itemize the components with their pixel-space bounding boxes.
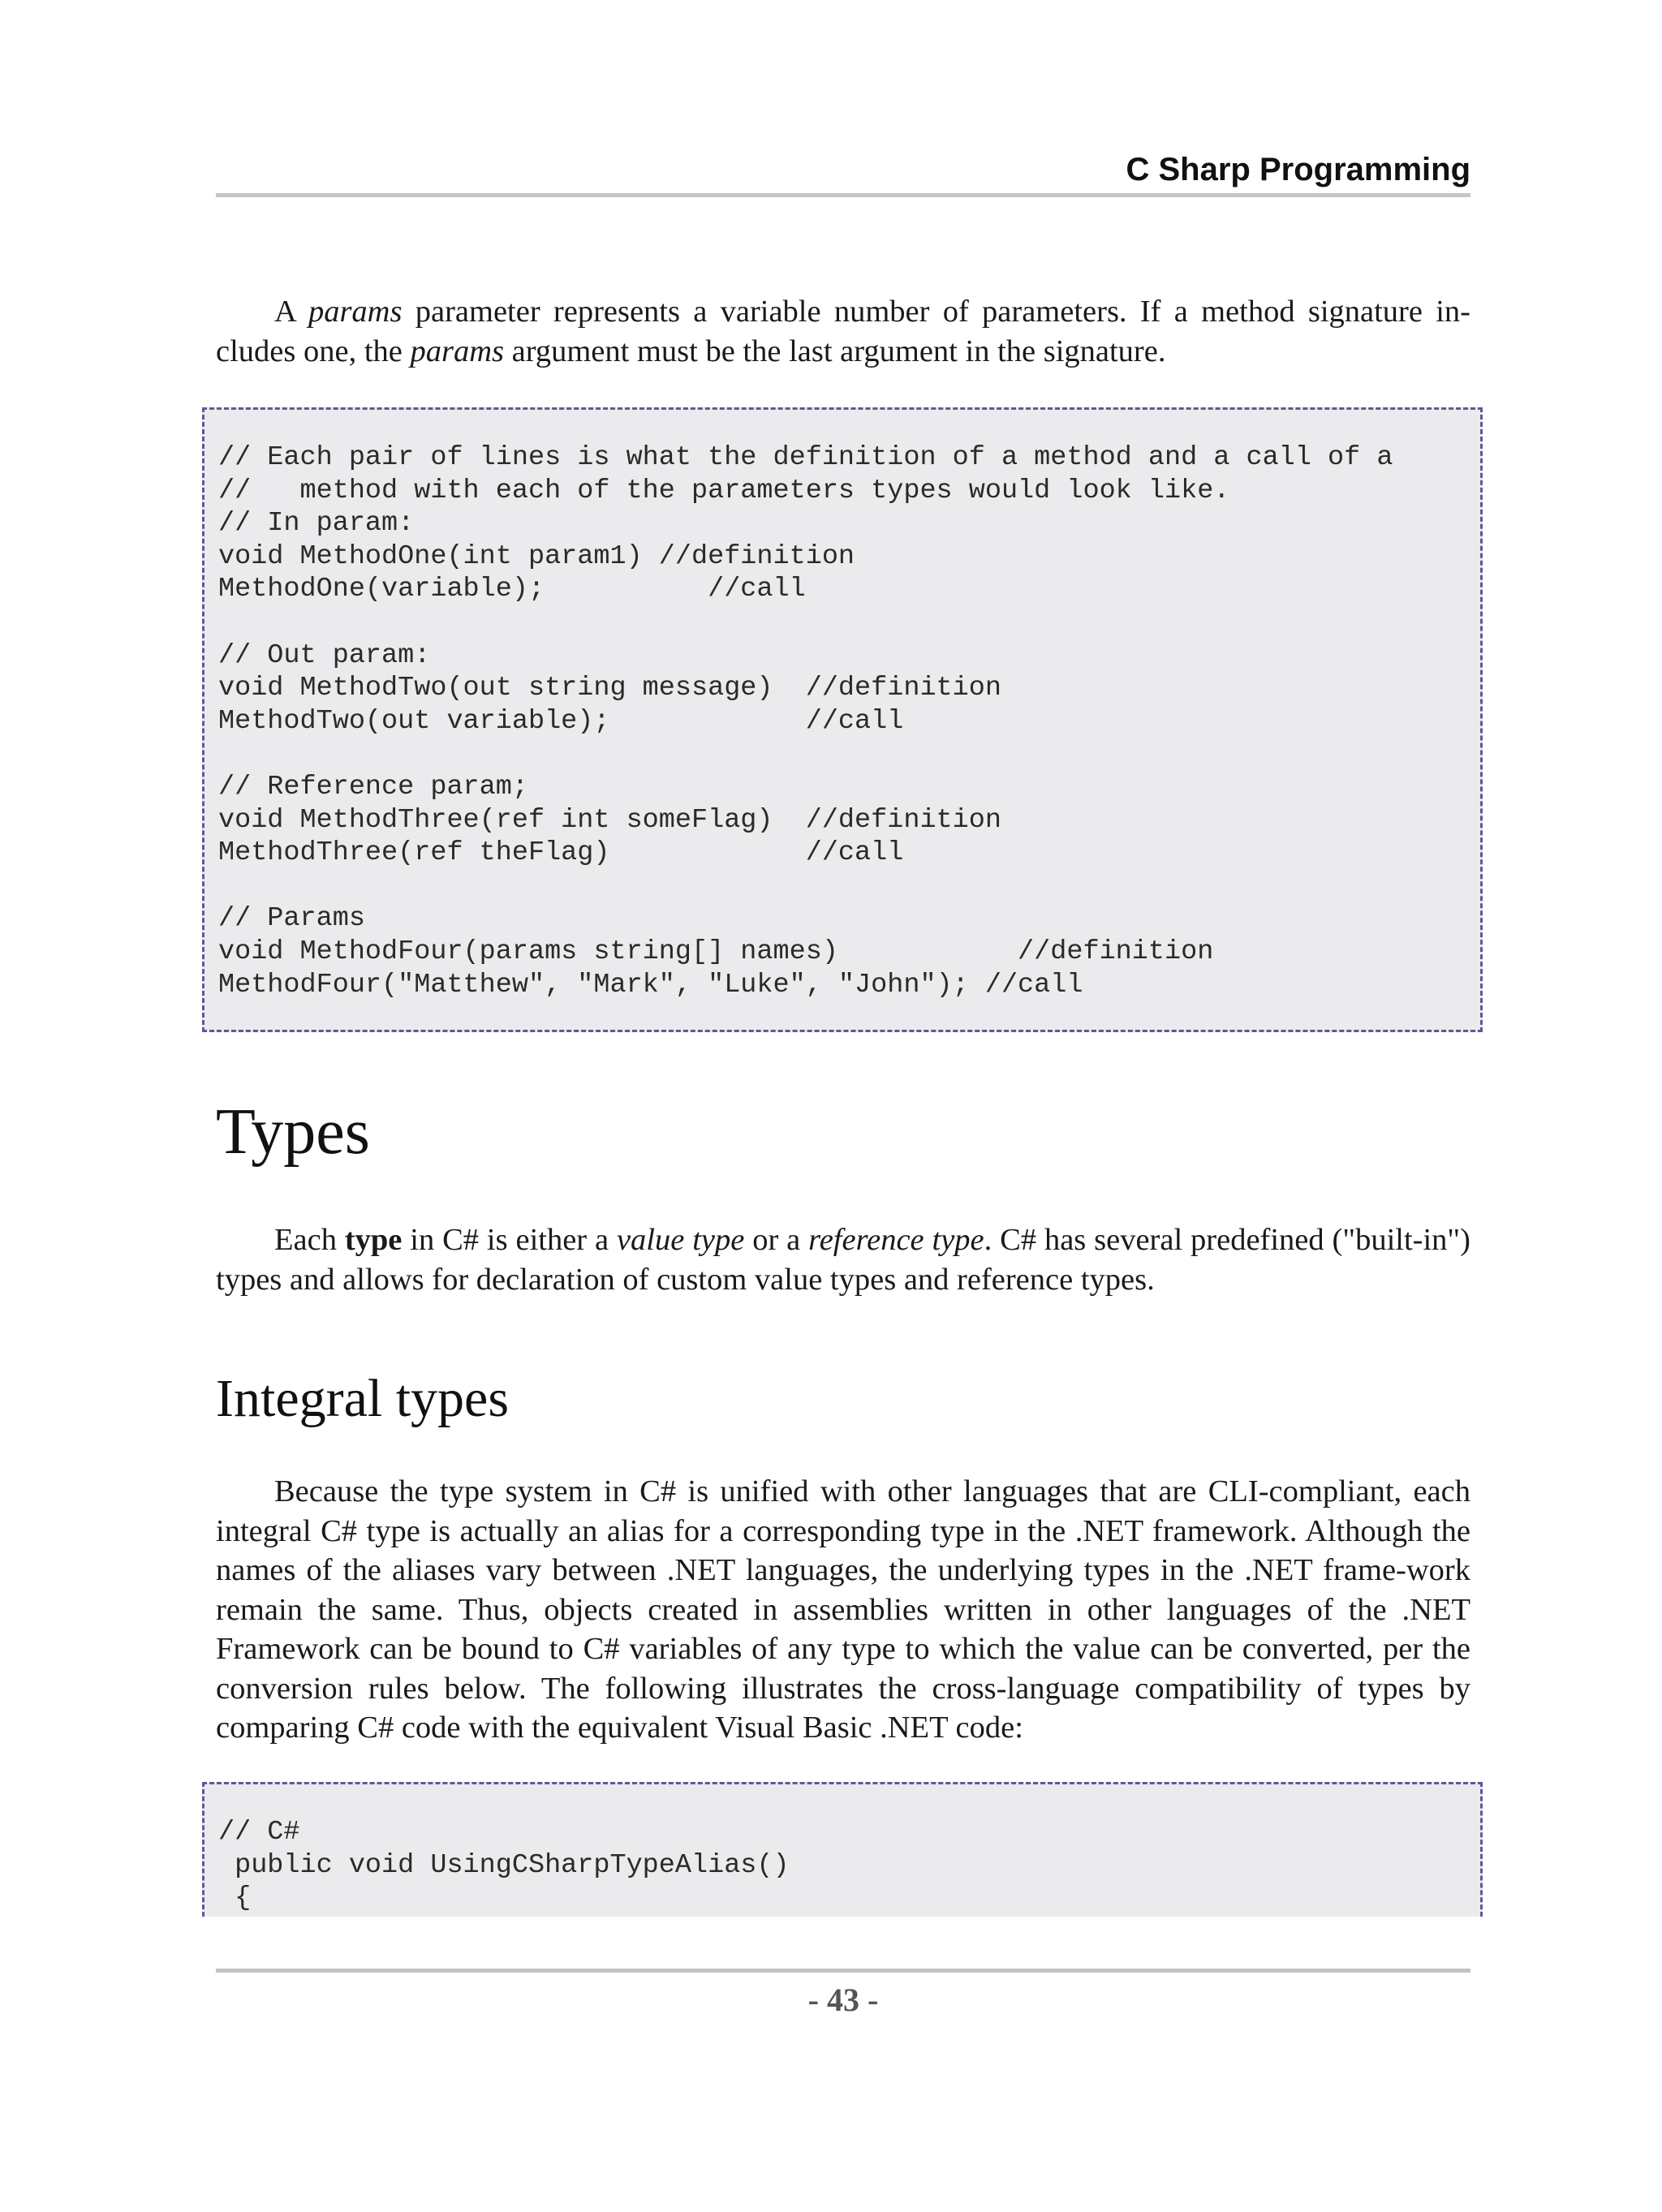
page-number: - 43 - [807,1982,879,2018]
code-line: MethodThree(ref theFlag) //call [218,837,904,869]
integral-text: Because the type system in C# is unified with other languages that are CLI-compliant, each integral C# type is actually an alias for a corresponding type in the .NET framework. Although the names of the aliases vary between .NET languages, the underlying types in the .NET frame-work remain the same. Thus, objects created in assemblies written in other languages of the .NET Framework can be bound to C# variables of any type to which the value can be converted, per the conversion rules below. The following illustrates the cross-language compatibility of types by comparing C# code with the equivalent Visual Basic .NET code: [216,1474,1470,1745]
code-line: public void UsingCSharpTypeAlias() [218,1849,790,1881]
types-paragraph [216,1220,1470,1299]
types-reference-type: reference type [808,1223,984,1257]
heading-types: Types [216,1096,370,1168]
code-block-csharp-alias [202,1782,1483,1917]
code-line: MethodFour("Matthew", "Mark", "Luke", "John"); //call [218,969,1083,1001]
code-line: // Out param: [218,639,431,671]
code-line: void MethodTwo(out string message) //definition [218,673,1001,704]
code-block-parameters [202,407,1483,1032]
heading-integral-types: Integral types [216,1369,510,1428]
types-bold-type: type [344,1223,403,1257]
code-line [218,870,1393,903]
code-line: // Each pair of lines is what the definition of a method and a call of a [218,442,1393,473]
code-line [218,606,1393,639]
types-text-1: Each [274,1223,345,1257]
code-line: void MethodFour(params string[] names) //definition [218,936,1214,967]
types-text-2: in C# is either a [402,1223,617,1257]
code-lines-parameters [218,441,1393,1001]
code-lines-csharp-alias [218,1816,790,1915]
intro-text-3: argument must be the last argument in the signature. [504,334,1166,368]
header-rule [216,193,1470,197]
code-line: // In param: [218,508,415,540]
intro-text-1: A [274,295,308,329]
code-line [218,738,1393,771]
running-header-title: C Sharp Programming [1126,152,1470,187]
code-line: void MethodOne(int param1) //definition [218,540,855,572]
types-text-4: . C# has several predefined ("built-in") types and allows for declaration of custom value types and reference types. [216,1223,1470,1297]
integral-paragraph [216,1472,1470,1748]
code-line: // Params [218,903,365,935]
intro-params-keyword-1: params [308,295,403,329]
code-line: // Reference param; [218,771,528,803]
code-line: { [218,1883,252,1914]
code-line: // C# [218,1817,300,1848]
types-text-3: or a [744,1223,809,1257]
intro-paragraph [216,292,1470,371]
code-line: // method with each of the parameters types would look like. [218,475,1230,506]
intro-params-keyword-2: params [410,334,505,368]
intro-text-2: parameter represents a variable number of parameters. If a method signature in-cludes one, the [216,295,1470,368]
code-line: void MethodThree(ref int someFlag) //definition [218,804,1001,836]
code-line: MethodOne(variable); //call [218,574,806,605]
footer-rule [216,1969,1470,1973]
code-line: MethodTwo(out variable); //call [218,705,904,737]
types-value-type: value type [616,1223,745,1257]
